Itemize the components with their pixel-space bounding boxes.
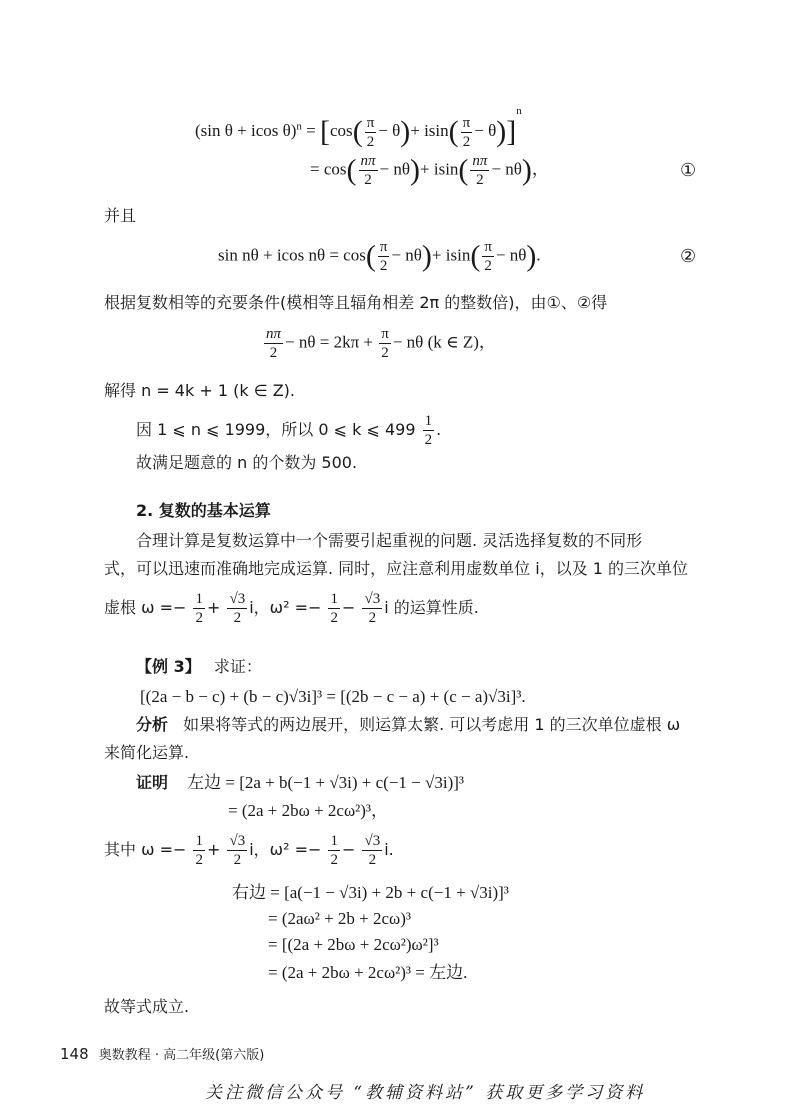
right-line-4: = (2a + 2bω + 2cω²)³ = 左边.: [268, 963, 468, 982]
eq1-equals: =: [306, 121, 316, 140]
frac-den: 2: [368, 610, 377, 626]
frac-pi-2-c: [378, 238, 390, 275]
frac-num: π: [366, 114, 375, 131]
proof-line-1: [136, 772, 464, 794]
where-minus: −: [341, 840, 356, 859]
eq1b-comma: ，: [531, 159, 549, 179]
and-text: 并且: [104, 206, 137, 225]
frac-den: 2: [424, 432, 433, 448]
page-footer: [60, 1043, 264, 1067]
frac-sqrt3-2d: [362, 832, 382, 869]
frac-num: 1: [195, 833, 203, 849]
frac-num: 1: [330, 833, 338, 849]
p3-text: 因 1 ⩽ n ⩽ 1999，所以 0 ⩽ k ⩽ 499: [136, 420, 416, 439]
eq1-minus-theta-2: − θ: [474, 121, 497, 140]
p7-pre: 虚根 ω =−: [104, 598, 187, 617]
book-title: 奥数教程 · 高二年级(第六版): [98, 1048, 265, 1063]
frac-den: 2: [379, 258, 388, 274]
example-3: [136, 656, 262, 678]
eq1b-isin: + isin: [420, 159, 459, 179]
frac-num: √3: [229, 591, 246, 607]
frac-den: 2: [484, 258, 492, 274]
example-text: 求证：: [213, 657, 262, 676]
frac-pi-2-d: [482, 238, 494, 275]
frac-pi-2-f: [379, 325, 391, 362]
section-title: 2. 复数的基本运算: [136, 501, 271, 520]
frac-den: 2: [330, 852, 338, 868]
promo-banner: 关注微信公众号 “教辅资料站” 获取更多学习资料: [205, 1083, 646, 1103]
eq2-period: .: [536, 245, 541, 265]
proof-label: 证明: [136, 773, 169, 792]
analysis-line-2: 来简化运算.: [104, 743, 190, 762]
where-line: [104, 832, 394, 869]
frac-den: 2: [368, 852, 377, 868]
frac-sqrt3-2: [227, 590, 247, 627]
eq1-exp: n: [516, 105, 522, 117]
frac-num: nπ: [360, 153, 376, 169]
p7-post: i 的运算性质.: [384, 598, 479, 617]
p7-minus: −: [341, 598, 356, 617]
paragraph-6: 式，可以迅速而准确地完成运算. 同时，应注意利用虚数单位 i，以及 1 的三次单位: [104, 559, 689, 578]
equation-1: (sin θ + icos θ)$^n$ = [cos( $\frac{\pi}{2}$ − θ)+ isin( $\frac{\pi}{2}$ − θ)]$^n$: [195, 105, 522, 150]
frac-1-2: [193, 590, 205, 627]
frac-den: 2: [462, 133, 471, 150]
frac-num: π: [381, 326, 389, 342]
frac-den: 2: [330, 610, 338, 626]
eq1-isin: + isin: [410, 121, 449, 140]
analysis: [136, 714, 680, 736]
example-equation: [(2a − b − c) + (b − c)√3i]³ = [(2b − c − a) + (c − a)√3i]³.: [140, 687, 526, 706]
where-pre: 其中 ω =−: [104, 840, 187, 859]
frac-den: 2: [195, 852, 203, 868]
equation-1b: = cos( $\frac{n\pi}{2}$ − nθ)+ isin( $\frac{n\pi}{2}$ − nθ)，: [310, 153, 549, 188]
frac-half: [423, 412, 435, 449]
frac-den: 2: [269, 345, 278, 361]
proof-line-2: = (2a + 2bω + 2cω²)³，: [228, 801, 388, 820]
frac-den: 2: [233, 610, 242, 626]
frac-npi-2-e: [264, 325, 283, 362]
example-label: 【例 3】: [136, 657, 201, 676]
eq2-isin: + isin: [431, 245, 471, 265]
frac-num: nπ: [472, 153, 488, 169]
where-post: i.: [384, 840, 394, 859]
frac-den: 2: [233, 852, 242, 868]
paragraph-3: [136, 412, 441, 449]
eq1b-equals: =: [310, 159, 320, 179]
frac-npi-2: [359, 152, 378, 189]
eq1-lhs-exp: n: [296, 120, 302, 133]
paragraph-2: 解得 n = 4k + 1 (k ∈ Z).: [104, 381, 296, 400]
frac-num: 1: [195, 591, 203, 607]
frac-pi-2b: [461, 114, 473, 151]
frac-sqrt3-2c: [227, 832, 247, 869]
eq2-lhs: sin nθ + icos nθ = cos: [218, 245, 366, 265]
frac-den: 2: [364, 172, 372, 188]
paragraph-7: [104, 590, 479, 627]
right-line-1: 右边 = [a(−1 − √3i) + 2b + c(−1 + √3i)]³: [232, 883, 509, 902]
frac-num: π: [484, 239, 492, 255]
frac-num: √3: [364, 833, 381, 849]
bracket-open: [: [320, 115, 331, 149]
frac-den: 2: [195, 610, 203, 626]
eq1-minus-theta: − θ: [378, 121, 401, 140]
eq1b-minus-ntheta: − nθ: [379, 159, 411, 179]
where-mid: i，ω² =−: [249, 840, 322, 859]
frac-den: 2: [366, 133, 375, 150]
analysis-text: 如果将等式的两边展开，则运算太繁. 可以考虑用 1 的三次单位虚根 ω: [183, 715, 681, 734]
frac-1-2b: [328, 590, 340, 627]
frac-den: 2: [381, 345, 389, 361]
eq2-minus-ntheta: − nθ: [391, 245, 422, 265]
right-line-3: = [(2a + 2bω + 2cω²)ω²]³: [268, 935, 439, 954]
eq3-mid: − nθ = 2kπ +: [285, 332, 374, 352]
eq2-minus-ntheta-2: − nθ: [495, 245, 527, 265]
paragraph-4: 故满足题意的 n 的个数为 500.: [136, 453, 358, 472]
equation-3: [262, 325, 496, 362]
page-number: 148: [60, 1045, 89, 1063]
frac-num: nπ: [266, 326, 282, 342]
equation-2: sin nθ + icos nθ = cos( $\frac{\pi}{2}$ − nθ)+ isin( $\frac{\pi}{2}$ − nθ).: [218, 239, 541, 274]
proof-text-1: 左边 = [2a + b(−1 + √3i) + c(−1 − √3i)]³: [187, 773, 464, 792]
frac-num: √3: [364, 591, 381, 607]
frac-num: 1: [424, 413, 433, 429]
frac-num: 1: [330, 591, 338, 607]
right-line-2: = (2aω² + 2b + 2cω)³: [268, 909, 411, 928]
frac-1-2c: [193, 832, 205, 869]
frac-npi-2b: [470, 152, 489, 189]
p7-plus: +: [206, 598, 221, 617]
bracket-close: ]: [506, 115, 517, 149]
p3-period: .: [436, 420, 442, 439]
conclusion: 故等式成立.: [104, 997, 190, 1016]
analysis-label: 分析: [136, 715, 169, 734]
frac-1-2d: [328, 832, 340, 869]
eq1-lhs: (sin θ + icos θ): [195, 121, 297, 140]
p7-i-w2: i，ω² =−: [249, 598, 322, 617]
paragraph-1: 根据复数相等的充要条件(模相等且辐角相差 2π 的整数倍)，由①、②得: [104, 293, 608, 312]
frac-num: π: [379, 239, 388, 255]
equation-mark-2: ②: [680, 246, 697, 267]
eq3-tail: − nθ (k ∈ Z)，: [392, 332, 496, 352]
where-plus: +: [206, 840, 221, 859]
eq1-cos: cos: [330, 121, 353, 140]
paragraph-5: 合理计算是复数运算中一个需要引起重视的问题. 灵活选择复数的不同形: [136, 531, 643, 550]
frac-pi-2: [365, 114, 377, 151]
frac-num: √3: [229, 833, 246, 849]
frac-sqrt3-2b: [362, 590, 382, 627]
frac-num: π: [462, 114, 471, 131]
eq1b-minus-ntheta-2: − nθ: [491, 159, 522, 179]
frac-den: 2: [476, 172, 484, 188]
equation-mark-1: ①: [680, 160, 697, 181]
eq1b-cos: cos: [323, 159, 347, 179]
